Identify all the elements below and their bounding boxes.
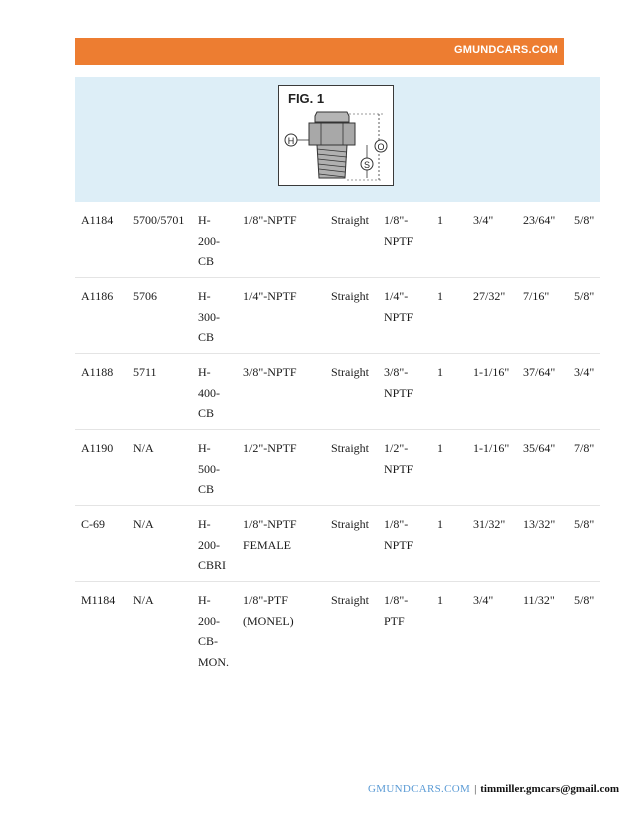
table-cell: 1	[437, 289, 443, 303]
table-cell: 1/4"- NPTF	[384, 289, 414, 324]
table-cell: 1	[437, 365, 443, 379]
table-cell: 1	[437, 213, 443, 227]
table-cell: 7/16"	[523, 289, 550, 303]
table-cell: H- 300- CB	[198, 289, 220, 344]
s-dimension-label: S	[363, 160, 371, 170]
table-row	[75, 354, 600, 430]
footer-separator: |	[474, 783, 477, 795]
table-cell: 1/8"-PTF (MONEL)	[243, 593, 294, 628]
table-cell: H- 400- CB	[198, 365, 220, 420]
table-cell: A1190	[81, 441, 114, 455]
table-cell: 5711	[133, 365, 157, 379]
table-cell: 1/8"- PTF	[384, 593, 409, 628]
table-cell: Straight	[331, 365, 369, 379]
table-cell: 3/4"	[574, 365, 595, 379]
table-cell: 27/32"	[473, 289, 506, 303]
table-cell: C-69	[81, 517, 105, 531]
table-cell: 1/8"- NPTF	[384, 517, 414, 552]
header-site-name: GMUNDCARS.COM	[453, 44, 558, 56]
table-cell: 3/8"- NPTF	[384, 365, 414, 400]
table-cell: 5706	[133, 289, 157, 303]
table-cell: H- 200- CBRI	[198, 517, 227, 572]
table-cell: 37/64"	[523, 365, 556, 379]
footer-site-link[interactable]: GMUNDCARS.COM	[368, 783, 471, 795]
table-cell: 5/8"	[574, 213, 595, 227]
table-cell: 1	[437, 593, 443, 607]
table-cell: 1/2"-NPTF	[243, 441, 297, 455]
table-cell: Straight	[331, 593, 369, 607]
table-cell: 1-1/16"	[473, 441, 510, 455]
table-cell: H- 200- CB	[198, 213, 220, 268]
table-cell: 3/4"	[473, 593, 494, 607]
table-cell: 1/8"- NPTF	[384, 213, 414, 248]
table-cell: Straight	[331, 289, 369, 303]
footer-email[interactable]: timmiller.gmcars@gmail.com	[480, 783, 619, 795]
figure-title: FIG. 1	[288, 91, 325, 106]
table-row	[75, 278, 600, 354]
footer	[368, 783, 619, 795]
table-cell: 5700/5701	[133, 213, 185, 227]
table-cell: 35/64"	[523, 441, 556, 455]
table-cell: Straight	[331, 517, 369, 531]
fitting-hex	[309, 123, 355, 145]
table-cell: 3/4"	[473, 213, 494, 227]
fitting-head	[315, 112, 349, 122]
header-bar	[75, 38, 564, 65]
table-cell: 1	[437, 441, 443, 455]
table-row	[75, 202, 600, 278]
table-cell: 5/8"	[574, 517, 595, 531]
table-cell: 7/8"	[574, 441, 595, 455]
table-row	[75, 506, 600, 582]
table-cell: N/A	[133, 517, 154, 531]
table-cell: H- 200- CB- MON.	[198, 593, 230, 669]
table-cell: A1188	[81, 365, 114, 379]
table-cell: 1/8"-NPTF	[243, 213, 297, 227]
table-cell: 1/4"-NPTF	[243, 289, 297, 303]
table-cell: 5/8"	[574, 289, 595, 303]
table-cell: 23/64"	[523, 213, 556, 227]
table-cell: 11/32"	[523, 593, 555, 607]
o-dimension-label: O	[377, 142, 385, 152]
table-cell: 1/2"- NPTF	[384, 441, 414, 476]
table-cell: A1184	[81, 213, 114, 227]
table-cell: N/A	[133, 593, 154, 607]
table-cell: 1	[437, 517, 443, 531]
table-cell: N/A	[133, 441, 154, 455]
parts-table	[75, 202, 600, 669]
table-cell: 5/8"	[574, 593, 595, 607]
table-cell: 31/32"	[473, 517, 506, 531]
table-row	[75, 582, 600, 669]
h-dimension-label: H	[287, 136, 295, 146]
table-cell: Straight	[331, 213, 369, 227]
table-cell: 1-1/16"	[473, 365, 510, 379]
table-cell: 1/8"-NPTF FEMALE	[243, 517, 297, 552]
table-cell: 13/32"	[523, 517, 556, 531]
table-cell: M1184	[81, 593, 116, 607]
table-cell: Straight	[331, 441, 369, 455]
table-row	[75, 430, 600, 506]
table-cell: H- 500- CB	[198, 441, 220, 496]
table-cell: 3/8"-NPTF	[243, 365, 297, 379]
figure-box	[278, 85, 394, 186]
table-cell: A1186	[81, 289, 114, 303]
